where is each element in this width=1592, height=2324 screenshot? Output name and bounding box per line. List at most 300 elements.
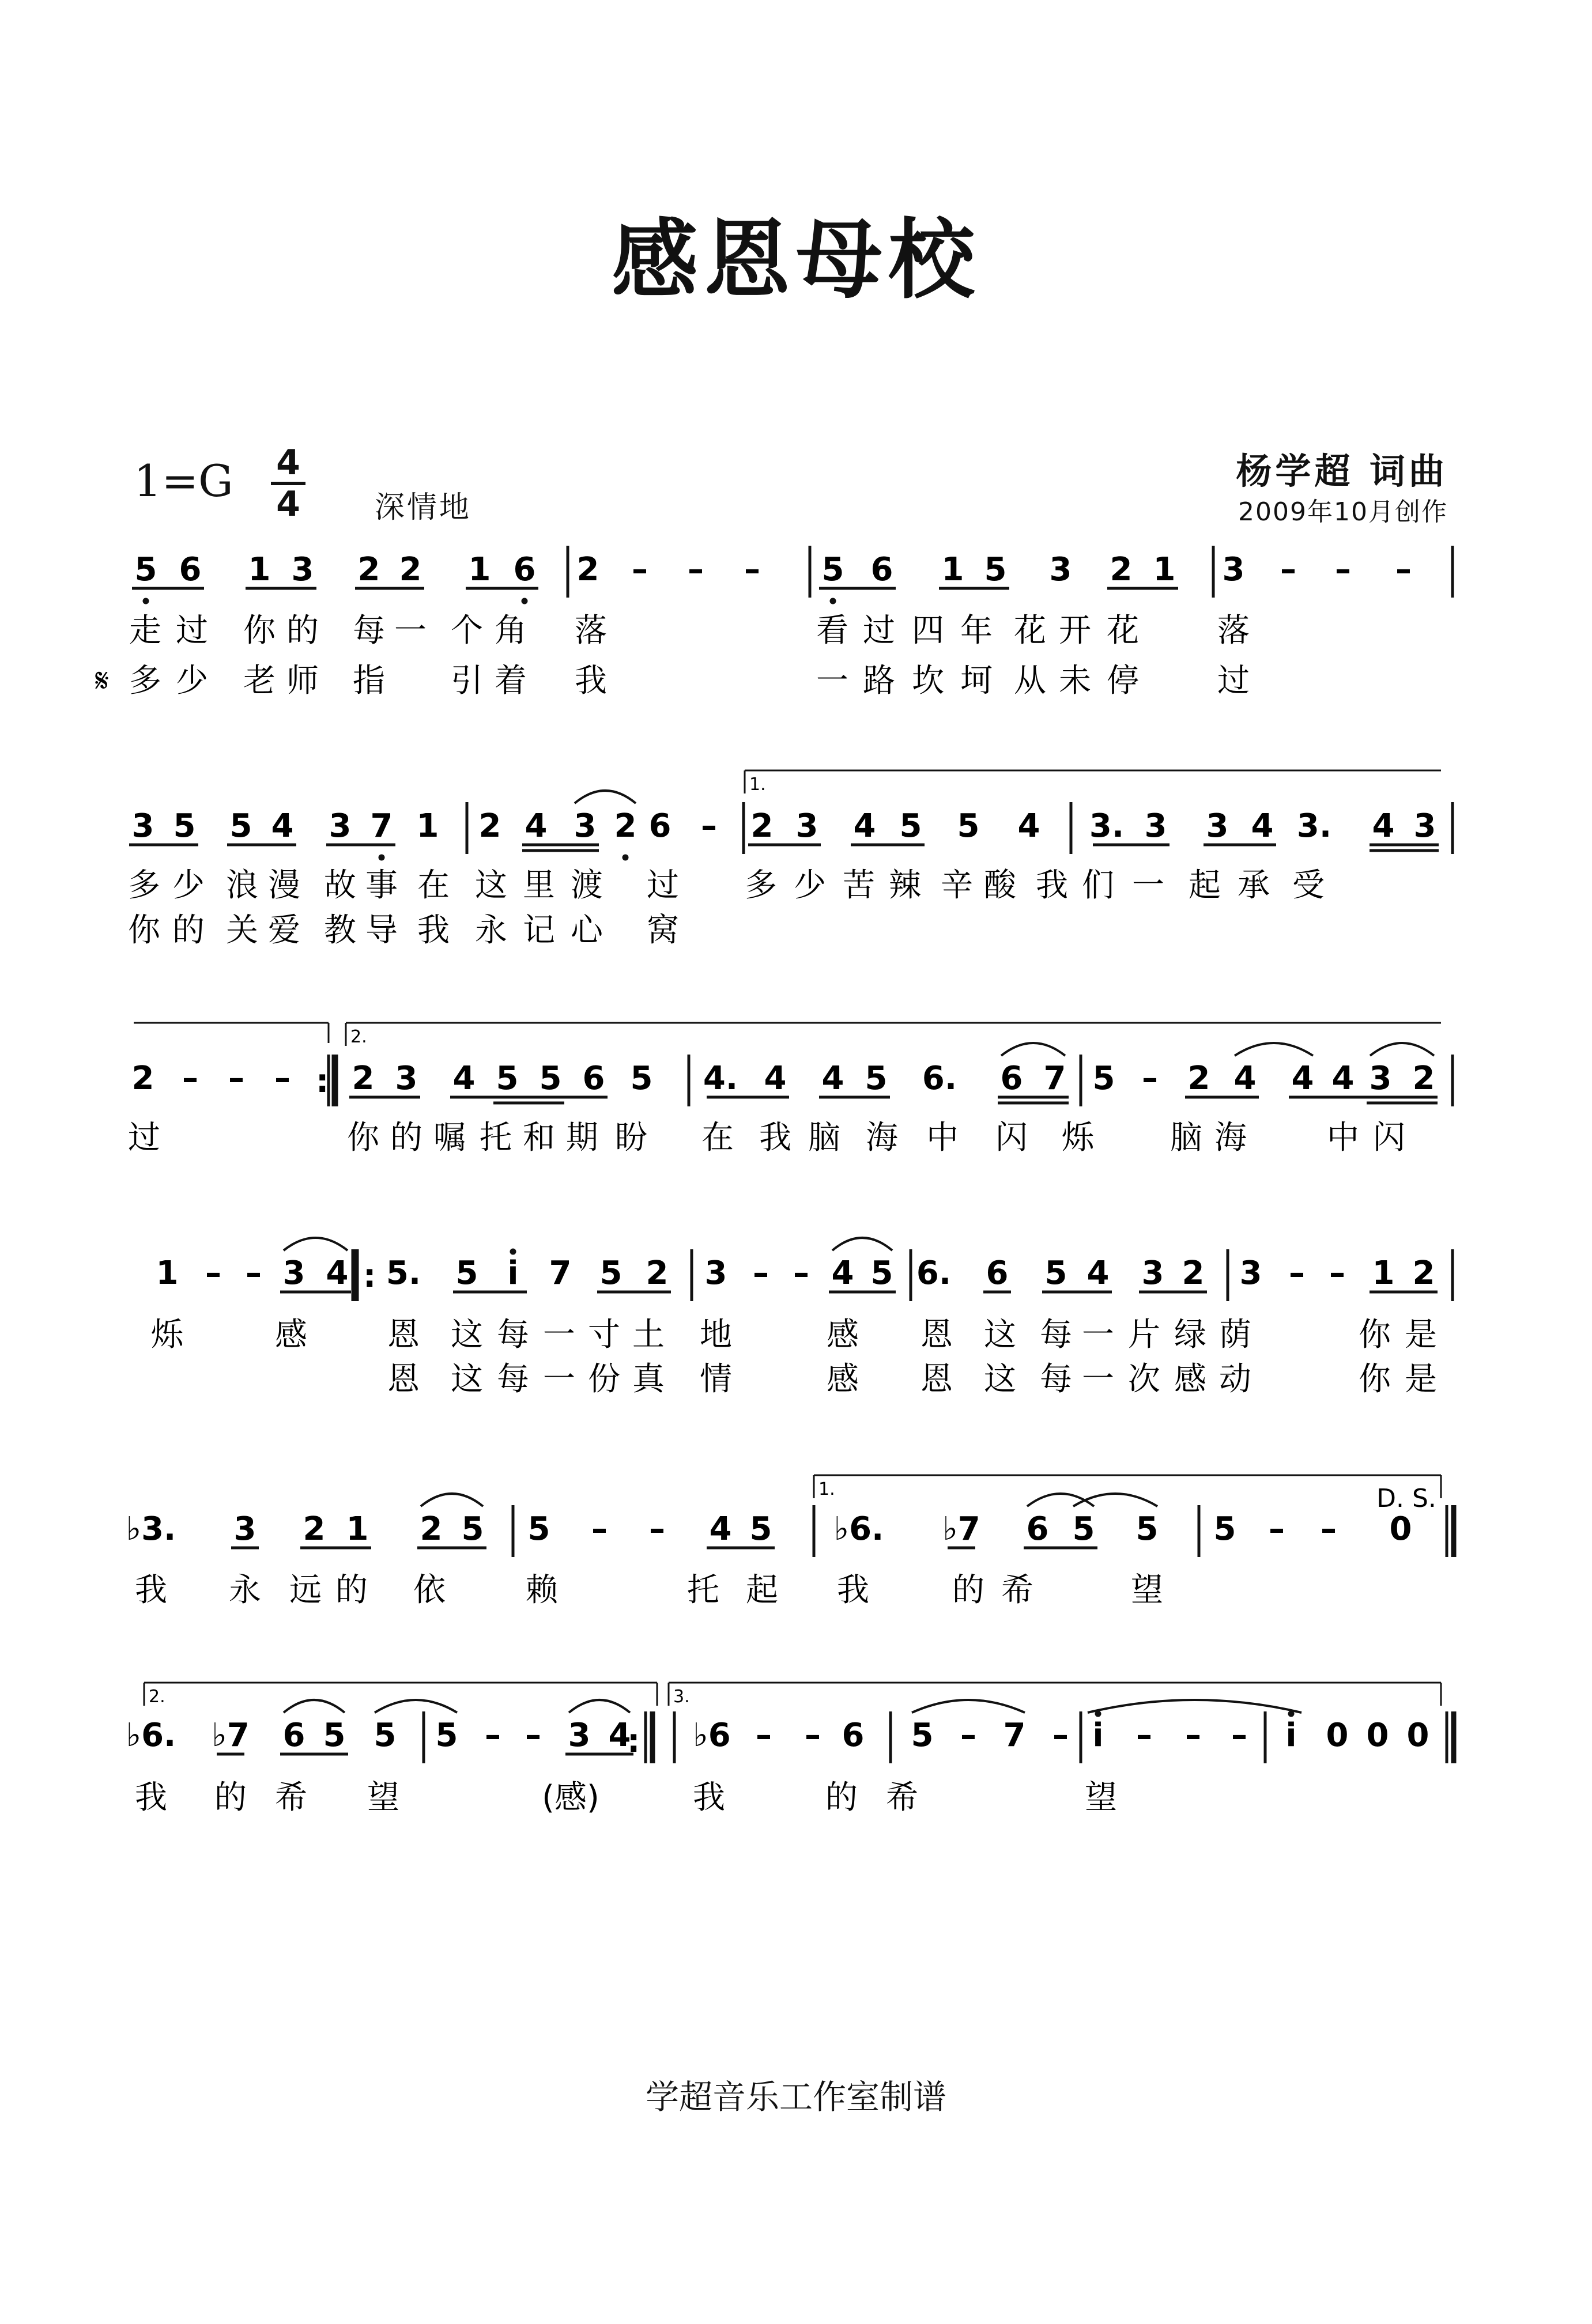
tie-slur: [832, 1238, 892, 1250]
lyric-verse2: 引: [451, 662, 483, 700]
volta-1b-label: 1.: [818, 1479, 835, 1499]
lyric-verse1: 恩: [387, 1316, 420, 1354]
note: 5: [539, 1060, 562, 1097]
note: i: [1285, 1717, 1297, 1754]
note: 2: [303, 1510, 326, 1548]
note: 1: [941, 551, 964, 588]
lyric-verse1: 这: [984, 1316, 1016, 1354]
repeat-end-sign: :: [316, 1063, 329, 1100]
lyric-verse1: 一: [543, 1316, 575, 1354]
note: 3: [395, 1060, 418, 1097]
note: 6: [842, 1717, 865, 1754]
lyric-verse1: 每: [353, 612, 385, 649]
note: i: [1092, 1717, 1104, 1754]
note: –: [1269, 1510, 1285, 1548]
note: 5: [323, 1717, 346, 1754]
lyric-verse1: 你: [347, 1119, 379, 1157]
lyric-verse2: 着: [495, 662, 527, 700]
lyric-verse1: 花: [1014, 612, 1046, 649]
lyric-verse1: 嘱: [433, 1119, 466, 1157]
note: 2: [750, 807, 774, 845]
note: 6: [582, 1060, 605, 1097]
note: 5: [870, 1254, 893, 1292]
lyric-verse1: 里: [523, 867, 555, 904]
note: 6: [986, 1254, 1009, 1292]
note: i: [507, 1254, 519, 1292]
tie-slur: [569, 1700, 630, 1713]
lyric-verse1: 我: [135, 1571, 167, 1609]
note: ♭6: [693, 1717, 731, 1754]
lyric-verse2: 少: [176, 662, 208, 700]
note: 2: [576, 551, 599, 588]
note: –: [274, 1060, 291, 1097]
lyric-verse2: 你: [1359, 1361, 1391, 1398]
octave-dot-low: [623, 855, 629, 861]
lyric-verse1: 渡: [571, 867, 603, 904]
lyric-verse1: 希: [886, 1779, 918, 1816]
note: –: [701, 807, 717, 845]
tie-slur: [1235, 1043, 1313, 1056]
lyric-verse2: 过: [1217, 662, 1250, 700]
lyric-verse1: 苦: [843, 867, 875, 904]
note: –: [793, 1254, 809, 1292]
note: 4: [271, 807, 294, 845]
note: ♭7: [212, 1717, 250, 1754]
lyric-verse1: 希: [1001, 1571, 1033, 1609]
note: 7: [1003, 1717, 1026, 1754]
note: 5: [1072, 1510, 1095, 1548]
note: –: [182, 1060, 198, 1097]
note: 5: [865, 1060, 888, 1097]
lyric-verse1: 你: [243, 612, 276, 649]
lyric-verse1: 这: [451, 1316, 483, 1354]
lyric-verse1: 和: [523, 1119, 555, 1157]
lyric-verse1: 荫: [1219, 1316, 1251, 1354]
note: 7: [370, 807, 393, 845]
note: 3: [1222, 551, 1245, 588]
tie-slur: [1370, 1043, 1434, 1056]
lyric-verse1: 依: [413, 1571, 446, 1609]
lyric-verse2: 感: [827, 1361, 859, 1398]
note: 4: [452, 1060, 476, 1097]
lyric-verse1: 脑: [808, 1119, 840, 1157]
lyric-verse2: 关: [226, 912, 258, 949]
repeat-start-sign: :: [363, 1257, 376, 1295]
tie-slur: [284, 1700, 345, 1713]
note: 0: [1326, 1717, 1349, 1754]
note: 4: [1372, 807, 1395, 845]
lyric-verse2: 我: [417, 912, 450, 949]
time-signature-bottom: 4: [276, 484, 300, 524]
note: –: [1280, 551, 1296, 588]
lyric-verse1: 海: [1214, 1119, 1247, 1157]
note: 7: [549, 1254, 572, 1292]
note: 6: [1026, 1510, 1049, 1548]
lyric-verse2: 份: [588, 1361, 620, 1398]
lyric-verse1: 们: [1082, 867, 1114, 904]
lyric-verse2: 次: [1128, 1361, 1160, 1398]
lyric-verse1: 望: [1131, 1571, 1163, 1609]
note: 4: [326, 1254, 349, 1292]
note: 5: [984, 551, 1007, 588]
note: 5: [527, 1510, 550, 1548]
note: ♭6.: [833, 1510, 884, 1548]
tempo-marking: 深情地: [375, 490, 472, 525]
note: 2: [1412, 1060, 1435, 1097]
lyric-verse1: 看: [816, 612, 848, 649]
note: 5: [496, 1060, 519, 1097]
lyric-verse1: 漫: [268, 867, 300, 904]
dal-segno: D. S.: [1376, 1484, 1436, 1513]
lyric-verse1: 落: [1217, 612, 1250, 649]
lyric-verse1: 永: [229, 1571, 261, 1609]
note: –: [1329, 1254, 1345, 1292]
note: 4: [821, 1060, 844, 1097]
tie-slur: [1001, 1043, 1065, 1056]
lyric-verse1: 起: [1189, 867, 1221, 904]
lyric-verse1: 托: [480, 1119, 512, 1157]
lyric-verse2: 师: [286, 662, 319, 700]
lyric-verse2: 我: [575, 662, 607, 700]
note: 1: [346, 1510, 369, 1548]
note: 3: [291, 551, 314, 588]
note: 4: [853, 807, 876, 845]
note: 4: [1017, 807, 1040, 845]
note: 5: [455, 1254, 478, 1292]
lyric-verse1: 开: [1059, 612, 1091, 649]
lyric-verse1: 闪: [1373, 1119, 1405, 1157]
volta-2b-label: 2.: [149, 1687, 165, 1707]
note: 2: [420, 1510, 443, 1548]
lyric-verse1: 酸: [984, 867, 1016, 904]
lyric-verse1: 我: [759, 1119, 791, 1157]
lyric-verse1: 一: [1132, 867, 1164, 904]
note: 4: [764, 1060, 787, 1097]
lyric-verse1: 角: [495, 612, 527, 649]
note: 1: [156, 1254, 179, 1292]
lyric-verse2: 这: [984, 1361, 1016, 1398]
note: 3: [1239, 1254, 1262, 1292]
note: 4: [525, 807, 548, 845]
engraver-credit: 学超音乐工作室制谱: [645, 2077, 946, 2117]
note: 3: [1141, 1254, 1164, 1292]
octave-dot-low: [143, 598, 149, 604]
note: 4: [608, 1717, 631, 1754]
note: 1: [1372, 1254, 1395, 1292]
note: –: [1231, 1717, 1247, 1754]
tie-slur: [1088, 1700, 1301, 1713]
note: 6: [179, 551, 202, 588]
lyric-verse1: 受: [1292, 867, 1325, 904]
note: 2: [352, 1060, 375, 1097]
lyric-verse2: 这: [451, 1361, 483, 1398]
note: ♭6.: [126, 1717, 176, 1754]
note: 2: [1110, 551, 1133, 588]
lyric-verse1: 过: [176, 612, 208, 649]
note: –: [525, 1717, 541, 1754]
lyric-verse1: 少: [794, 867, 826, 904]
note: 4: [1251, 807, 1274, 845]
volta-1-label: 1.: [749, 774, 766, 795]
note: –: [1321, 1510, 1337, 1548]
note: 4: [1331, 1060, 1355, 1097]
lyric-verse2: 情: [700, 1361, 732, 1398]
note: 2: [1412, 1254, 1435, 1292]
note: 5: [1135, 1510, 1159, 1548]
note: –: [688, 551, 704, 588]
octave-dot-high: [510, 1249, 516, 1255]
lyric-verse2: 心: [571, 912, 603, 949]
note: 3: [1369, 1060, 1392, 1097]
note: 3: [1413, 807, 1436, 845]
note: 2: [1182, 1254, 1205, 1292]
note: –: [1289, 1254, 1305, 1292]
lyric-verse2: 记: [523, 912, 555, 949]
lyric-verse1: 个: [451, 612, 483, 649]
note: –: [591, 1510, 608, 1548]
note: 5: [1044, 1254, 1067, 1292]
song-title: 感恩母校: [611, 210, 980, 311]
lyric-verse1: 脑: [1170, 1119, 1202, 1157]
lyric-verse1: 年: [960, 612, 993, 649]
note: 1: [468, 551, 491, 588]
note: 3: [131, 807, 154, 845]
note: 4: [709, 1510, 732, 1548]
lyric-verse1: 过: [863, 612, 895, 649]
note: –: [649, 1510, 665, 1548]
lyric-verse2: 坎: [912, 662, 944, 700]
lyric-verse1: 在: [701, 1119, 734, 1157]
lyric-verse1: 远: [289, 1571, 322, 1609]
lyric-verse2: 教: [324, 912, 356, 949]
octave-dot-low: [830, 598, 836, 604]
note: 3: [574, 807, 597, 845]
note: 5: [435, 1717, 458, 1754]
note: –: [1136, 1717, 1152, 1754]
note: –: [753, 1254, 769, 1292]
lyric-verse1: 多: [745, 867, 777, 904]
note: 6: [648, 807, 671, 845]
lyric-verse1: 烁: [1062, 1119, 1094, 1157]
tie-slur: [284, 1238, 348, 1250]
lyric-verse1: 托: [687, 1571, 719, 1609]
note: 0: [1406, 1717, 1429, 1754]
lyric-verse1: 我: [837, 1571, 869, 1609]
note: 1: [248, 551, 271, 588]
lyric-verse2: 永: [475, 912, 507, 949]
lyric-verse1: 赖: [526, 1571, 558, 1609]
lyric-verse2: 恩: [387, 1361, 420, 1398]
note: 6.: [922, 1060, 957, 1097]
lyric-verse2: 一: [816, 662, 848, 700]
lyric-verse1: 土: [632, 1316, 665, 1354]
note: 2: [131, 1060, 154, 1097]
note: 3: [233, 1510, 256, 1548]
lyric-verse1: 每: [497, 1316, 529, 1354]
note: 7: [1043, 1060, 1066, 1097]
lyric-verse2: 坷: [960, 662, 993, 700]
lyric-verse1: 的: [286, 612, 319, 649]
lyric-verse1: 在: [417, 867, 450, 904]
note: 3.: [1089, 807, 1125, 845]
note: 1: [416, 807, 439, 845]
lyric-verse2: 停: [1107, 662, 1139, 700]
lyric-verse1: 浪: [226, 867, 258, 904]
note: –: [205, 1254, 221, 1292]
note: 5: [957, 807, 980, 845]
lyric-verse2: 多: [129, 662, 161, 700]
lyric-verse1: 过: [647, 867, 679, 904]
lyric-verse1: 花: [1107, 612, 1139, 649]
note: 4: [1087, 1254, 1110, 1292]
note: –: [1185, 1717, 1201, 1754]
note: –: [805, 1717, 821, 1754]
lyric-verse1: 恩: [921, 1316, 953, 1354]
note: 3: [1049, 551, 1072, 588]
note: 4: [1233, 1060, 1257, 1097]
lyric-verse1: 中: [926, 1119, 959, 1157]
note: 3: [1144, 807, 1167, 845]
note: ♭3.: [126, 1510, 176, 1548]
note: 5: [911, 1717, 934, 1754]
note: 2: [614, 807, 637, 845]
note: 4: [831, 1254, 854, 1292]
note: 3: [568, 1717, 591, 1754]
lyric-verse2: 一: [543, 1361, 575, 1398]
tie-slur: [912, 1700, 1025, 1713]
repeat-end-sign-2: :: [627, 1722, 640, 1760]
note: 4: [1291, 1060, 1314, 1097]
note: 6: [282, 1717, 305, 1754]
tie-slur: [421, 1494, 483, 1506]
lyric-verse1: 事: [365, 867, 398, 904]
note: –: [1395, 551, 1412, 588]
note: 5: [599, 1254, 623, 1292]
lyric-verse1: 承: [1238, 867, 1270, 904]
lyric-verse2: 感: [1174, 1361, 1206, 1398]
note: 2: [646, 1254, 669, 1292]
octave-dot-low: [379, 855, 385, 861]
note: 6.: [916, 1254, 952, 1292]
lyric-verse2: 每: [1040, 1361, 1072, 1398]
lyric-verse1: 每: [1040, 1316, 1072, 1354]
note: 4.: [703, 1060, 738, 1097]
lyric-verse1: 过: [128, 1119, 160, 1157]
lyric-verse2: 未: [1059, 662, 1091, 700]
lyric-verse1: (感): [542, 1779, 599, 1816]
lyric-verse2: 导: [365, 912, 398, 949]
lyric-verse1: 希: [275, 1779, 307, 1816]
lyric-verse1: 四: [912, 612, 944, 649]
note: –: [246, 1254, 262, 1292]
volta-3-label: 3.: [673, 1687, 690, 1707]
note: 5: [229, 807, 252, 845]
note: 5: [749, 1510, 772, 1548]
note: 5: [461, 1510, 484, 1548]
lyric-verse1: 的: [390, 1119, 422, 1157]
tie-slur: [375, 1700, 457, 1713]
lyric-verse1: 望: [367, 1779, 399, 1816]
lyric-verse2: 从: [1014, 662, 1046, 700]
lyric-verse1: 是: [1405, 1316, 1437, 1354]
lyric-verse2: 老: [243, 662, 276, 700]
note: 5: [630, 1060, 653, 1097]
lyric-verse1: 少: [172, 867, 205, 904]
note: ♭7: [942, 1510, 980, 1548]
note: 2: [1187, 1060, 1210, 1097]
note: 5: [899, 807, 922, 845]
lyric-verse2: 窝: [647, 912, 679, 949]
lyric-verse1: 片: [1128, 1316, 1160, 1354]
lyric-verse1: 烁: [151, 1316, 183, 1354]
note: 5: [134, 551, 157, 588]
lyric-verse2: 路: [863, 662, 895, 700]
note: –: [960, 1717, 976, 1754]
lyric-verse2: 指: [353, 662, 385, 700]
lyric-verse1: 辛: [941, 867, 973, 904]
note: 5: [374, 1717, 397, 1754]
lyric-verse1: 寸: [588, 1316, 620, 1354]
note: 3.: [1296, 807, 1332, 845]
lyric-verse1: 一: [1082, 1316, 1114, 1354]
lyric-verse1: 的: [952, 1571, 984, 1609]
time-signature-top: 4: [276, 443, 300, 483]
lyric-verse1: 海: [866, 1119, 898, 1157]
note: 3: [282, 1254, 305, 1292]
octave-dot-low: [522, 598, 528, 604]
lyric-verse1: 的: [214, 1779, 247, 1816]
lyric-verse1: 走: [129, 612, 161, 649]
lyric-verse1: 一: [394, 612, 427, 649]
lyric-verse1: 我: [1036, 867, 1068, 904]
lyric-verse1: 绿: [1174, 1316, 1206, 1354]
lyric-verse1: 感: [827, 1316, 859, 1354]
note: –: [1335, 551, 1351, 588]
lyric-verse1: 故: [324, 867, 356, 904]
lyric-verse2: 的: [172, 912, 205, 949]
lyric-verse1: 起: [746, 1571, 778, 1609]
note: –: [1142, 1060, 1158, 1097]
lyric-verse2: 动: [1219, 1361, 1251, 1398]
note: 5.: [386, 1254, 421, 1292]
lyric-verse1: 的: [825, 1779, 858, 1816]
lyric-verse1: 落: [575, 612, 607, 649]
lyric-verse1: 我: [693, 1779, 725, 1816]
tie-slur: [1073, 1494, 1157, 1506]
key-signature: 1=G: [134, 455, 233, 507]
lyric-verse2: 真: [632, 1361, 665, 1398]
lyric-verse1: 这: [475, 867, 507, 904]
note: –: [228, 1060, 244, 1097]
note: 5: [173, 807, 196, 845]
note: 3: [329, 807, 352, 845]
lyric-verse1: 地: [700, 1316, 732, 1354]
note: –: [756, 1717, 772, 1754]
note: –: [1052, 1717, 1069, 1754]
lyric-verse2: 爱: [268, 912, 300, 949]
lyric-verse1: 中: [1327, 1119, 1359, 1157]
note: 6: [870, 551, 893, 588]
note: 1: [1153, 551, 1176, 588]
note: 6: [513, 551, 536, 588]
note: 2: [357, 551, 380, 588]
lyric-verse1: 期: [566, 1119, 598, 1157]
lyric-verse1: 的: [335, 1571, 368, 1609]
note: –: [744, 551, 760, 588]
note: –: [485, 1717, 501, 1754]
note: 5: [1092, 1060, 1115, 1097]
lyric-verse2: 一: [1082, 1361, 1114, 1398]
